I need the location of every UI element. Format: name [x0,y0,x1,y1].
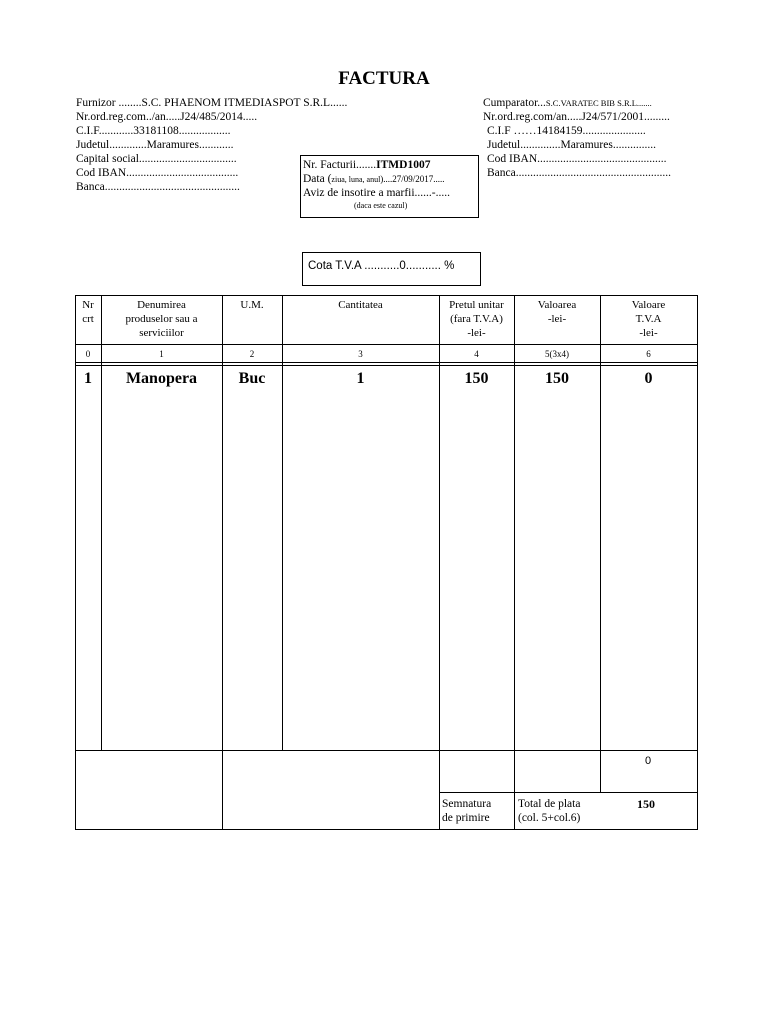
row-quantity: 1 [356,370,365,387]
buyer-reg: Nr.ord.reg.com/an.....J24/571/2001......... [483,111,670,123]
buyer-company: S.C.VARATEC BIB S.R.L....... [545,98,652,108]
supplier-bank: Banca............................................... [76,181,240,193]
supplier-capital: Capital social.................................. [76,153,237,165]
header-quantity: Cantitatea [338,299,383,311]
footer-vat-total: 0 [645,755,652,767]
invoice-date [303,172,445,187]
vat-rate: Cota T.V.A ...........0........... % [308,260,455,272]
row-product-name: Manopera [125,370,198,387]
header-um: U.M. [240,299,264,311]
index-2: 2 [249,349,255,359]
total-value: 150 [637,797,655,811]
index-6: 6 [646,349,651,359]
row-um: Buc [238,370,266,387]
supplier-cif: C.I.F............33181108.................. [76,125,231,137]
buyer-bank: Banca...................................................... [487,167,671,179]
buyer-label: Cumparator... [483,97,546,109]
supplier-name: Furnizor ........S.C. PHAENOM ITMEDIASPOT S.R.L...... [76,97,348,109]
invoice-date-label: Data ( [303,173,332,185]
row-value: 150 [545,370,569,387]
buyer-name [483,96,652,110]
header-value: Valoarea -lei- [537,299,577,325]
receipt-signature: Semnatura de primire [442,798,492,824]
header-product-name: Denumirea produselor sau a serviciilor [125,299,198,339]
index-4: 4 [474,349,479,359]
invoice-number-value: ITMD1007 [376,159,431,171]
header-vat: Valoare T.V.A -lei- [631,299,666,339]
invoice-number-label: Nr. Facturii....... [303,159,377,171]
index-3: 3 [358,349,363,359]
row-vat: 0 [644,370,653,387]
invoice-title: FACTURA [338,68,430,89]
invoice-aviz-note: (daca este cazul) [354,201,408,210]
buyer-cif: C.I.F ……14184159...................... [487,125,646,137]
total-label: Total de plata (col. 5+col.6) [518,798,581,824]
index-5: 5(3x4) [545,349,569,359]
invoice-date-value: )....27/09/2017..... [380,174,445,184]
index-1: 1 [159,349,164,359]
invoice-aviz: Aviz de insotire a marfii......-..... [303,187,451,199]
row-nr: 1 [84,370,92,387]
supplier-iban: Cod IBAN....................................... [76,167,239,179]
invoice-date-format: ziua, luna, anul [331,175,381,184]
supplier-reg: Nr.ord.reg.com../an.....J24/485/2014..... [76,111,258,123]
row-unit-price: 150 [464,370,489,387]
invoice-number [303,158,430,172]
index-0: 0 [85,349,91,359]
buyer-iban: Cod IBAN............................................. [487,153,667,165]
header-unit-price: Pretul unitar (fara T.V.A) -lei- [449,299,504,339]
supplier-county: Judetul.............Maramures............ [76,139,234,151]
header-nr: Nr crt [82,299,94,325]
buyer-county: Judetul..............Maramures............... [487,139,656,151]
